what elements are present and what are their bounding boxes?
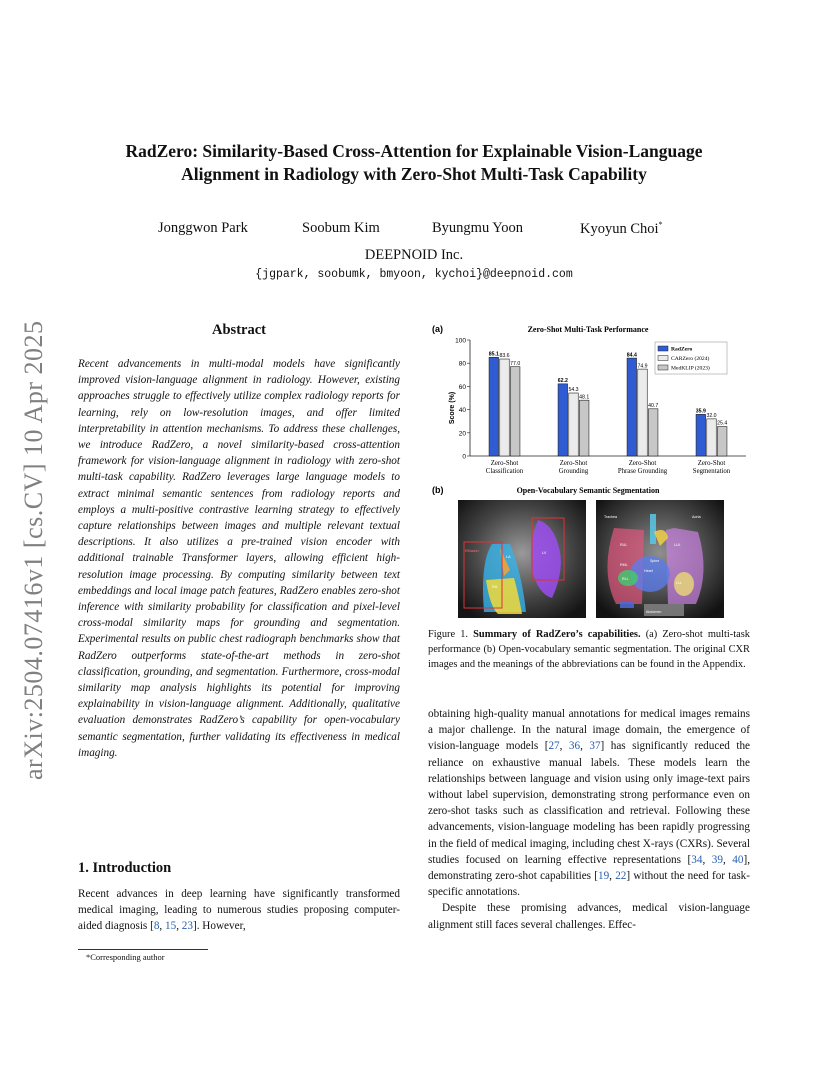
- author-2: Soobum Kim: [302, 220, 380, 236]
- x-tick-label: Zero-Shot: [559, 460, 588, 467]
- seg-label-aorta: Aorta: [692, 515, 701, 519]
- data-label: 77.0: [510, 360, 521, 367]
- affiliation: DEEPNOID Inc.: [364, 247, 464, 263]
- citation-link[interactable]: 39: [711, 853, 723, 866]
- corresponding-mark: *: [658, 220, 663, 229]
- abstract-body: Recent advancements in multi-modal models have significantly improved vision-language alignment in radiology. However, existing approaches struggle to effectively utilize complex radiology reports for learning, rely on low-resolution images, and offer limited interpretability in attention mechanisms. To address these challenges, we introduce RadZero, a novel similarity-based cross-attention framework for vision-language alignment in radiology with zero-shot multi-task capability. RadZero leverages large language models to extract minimal semantic sentences from radiology reports and employs a multi-positive contrastive learning strategy to effectively capture relationships between images and multiple relevant textual descriptions. It also utilizes a pre-trained vision encoder with additional trainable Transformer layers, allowing efficient high-resolution image processing. By computing similarity between text embeddings and local image patch features, RadZero enables zero-shot inference with similarity probability for classification and pixel-level cross-modal similarity maps for grounding and segmentation. Experimental results on public chest radiograph benchmarks show that RadZero outperforms state-of-the-art methods in zero-shot classification, grounding, and segmentation. Furthermore, cross-modal similarity map analysis highlights its potential for improving explainability in vision-language alignment. Additionally, qualitative evaluation demonstrates RadZero’s capability for open-vocabulary semantic segmentation, further validating its effectiveness in medical imaging.: [78, 358, 400, 759]
- bar-radzero: [489, 357, 499, 456]
- data-label: 83.6: [499, 353, 510, 360]
- seg-label-rml: RML: [620, 563, 628, 567]
- y-tick-label: 100: [455, 337, 466, 345]
- citation-link[interactable]: 27: [548, 740, 560, 753]
- intro-continued: [428, 706, 750, 933]
- data-label: 35.9: [695, 408, 706, 415]
- x-tick-label: Zero-Shot: [697, 460, 726, 467]
- x-tick-label: Segmentation: [692, 468, 731, 475]
- bar-medklip-2023-: [510, 367, 520, 456]
- citation-link[interactable]: 15: [165, 920, 177, 933]
- intro-text: Recent advances in deep learning have significantly transformed medical imaging, leading to numerous studies proposing computer-aided diagnosis [: [78, 888, 400, 933]
- footnote-rule: [78, 949, 208, 950]
- data-label: 48.1: [579, 394, 590, 401]
- data-label: 84.4: [626, 352, 637, 359]
- caption-bold: Summary of RadZero’s capabilities.: [473, 629, 641, 640]
- intro-text: ]. However,: [192, 920, 246, 933]
- citation-link[interactable]: 34: [691, 853, 703, 866]
- legend-swatch: [658, 356, 668, 361]
- legend-swatch: [658, 346, 668, 351]
- data-label: 74.9: [637, 363, 648, 370]
- seg-label-lll: LLL: [676, 581, 682, 585]
- citation-link[interactable]: 37: [589, 740, 601, 753]
- bar-carzero-2024-: [569, 393, 579, 456]
- caption-rest: (a) Zero-shot multi-task performance (b) Open-vocabulary semantic segmentation. The original CXR images and the meanings of the abbreviations can be found in the Appendix.: [428, 629, 750, 670]
- data-label: 62.2: [557, 378, 568, 385]
- citation-link[interactable]: 19: [597, 870, 610, 883]
- x-tick-label: Zero-Shot: [628, 460, 657, 467]
- title-line-1: RadZero: Similarity-Based Cross-Attention for Explainable Vision-Language: [125, 141, 703, 161]
- author-4-name: Kyoyun Choi: [580, 220, 659, 237]
- chart-title: Zero-Shot Multi-Task Performance: [527, 325, 649, 334]
- bar-medklip-2023-: [579, 400, 589, 456]
- author-1: Jonggwon Park: [158, 220, 248, 236]
- seg-label-lv: LV: [542, 551, 547, 555]
- bar-carzero-2024-: [500, 359, 510, 456]
- seg-label-ra: RA: [492, 585, 498, 589]
- seg-label-rll: RLL: [622, 577, 629, 581]
- figure-1: [430, 322, 752, 624]
- seg-label-effusion: Effusion: [465, 549, 479, 553]
- legend-entry: MedKLIP (2023): [671, 365, 710, 372]
- abstract-heading: Abstract: [212, 322, 266, 338]
- x-tick-label: Classification: [485, 468, 524, 475]
- x-tick-label: Phrase Grounding: [617, 468, 668, 475]
- bar-medklip-2023-: [648, 409, 658, 456]
- citation-link[interactable]: 22: [615, 870, 627, 883]
- body-text: ] without the need for task-specific annotations.: [428, 870, 750, 899]
- cite-sep: ,: [702, 853, 712, 866]
- seg-label-heart: Heart: [644, 569, 653, 573]
- y-axis-label: Score (%): [449, 391, 456, 425]
- body-text: ], demonstrating zero-shot capabilities [: [428, 853, 751, 883]
- seg-label-lul: LUL: [674, 543, 681, 547]
- bar-carzero-2024-: [707, 419, 717, 456]
- figure-caption: [428, 627, 750, 672]
- cite-sep: ,: [559, 740, 569, 753]
- bar-radzero: [627, 358, 637, 456]
- body-text: ] has significantly reduced the reliance on exhaustive manual labels. These models learn the relationships between language and vision using only image-text pairs without label supervision, demonstrating strong performance even on zero-shot tasks such as classification and retrieval. Following these advancements, vision-language modeling has been rapidly progressing in the field of medical imaging, including chest X-rays (CXRs). Several studies focused on learning effective representations [: [428, 740, 751, 866]
- cite-sep: ,: [722, 853, 733, 866]
- xray-effusion-segmentation: [458, 500, 586, 618]
- x-tick-label: Grounding: [558, 468, 589, 475]
- y-tick-label: 60: [458, 383, 466, 391]
- right-paragraph-2: Despite these promising advances, medical vision-language alignment still faces several challenges. Effec-: [428, 902, 750, 931]
- citation-link[interactable]: 23: [181, 920, 193, 933]
- data-label: 85.1: [488, 351, 499, 358]
- right-paragraph-1: [428, 706, 750, 900]
- y-tick-label: 0: [462, 453, 466, 461]
- legend-entry: RadZero: [671, 346, 693, 353]
- bar-chart: [455, 338, 746, 476]
- author-3: Byungmu Yoon: [432, 220, 524, 236]
- footnote: *Corresponding author: [86, 952, 165, 962]
- legend-entry: CARZero (2024): [671, 356, 710, 363]
- cite-sep: ,: [580, 740, 590, 753]
- data-label: 54.3: [568, 387, 579, 394]
- x-tick-label: Zero-Shot: [490, 460, 519, 467]
- bar-radzero: [558, 384, 568, 456]
- arxiv-side-stamp: arXiv:2504.07416v1 [cs.CV] 10 Apr 2025: [19, 320, 48, 780]
- author-4: [580, 220, 663, 238]
- intro-paragraph: [78, 886, 400, 935]
- seg-label-la: LA: [506, 555, 511, 559]
- cite-sep: ,: [176, 920, 182, 933]
- seg-label-abdomen: Abdomen: [646, 610, 662, 614]
- cite-sep: ,: [159, 920, 165, 933]
- panel-a-label: (a): [432, 324, 443, 334]
- seg-label-trachea: Trachea: [604, 515, 618, 519]
- intro-heading: 1. Introduction: [78, 860, 172, 876]
- seg-label-rul: RUL: [620, 543, 628, 547]
- y-tick-label: 20: [458, 430, 466, 438]
- title-line-2: Alignment in Radiology with Zero-Shot Multi-Task Capability: [181, 164, 647, 184]
- citation-link[interactable]: 8: [153, 920, 160, 933]
- body-text: obtaining high-quality manual annotations for medical images remains a major challenge. In the natural image domain, the emergence of vision-language models [: [428, 708, 750, 753]
- cite-sep: ,: [609, 870, 616, 883]
- bar-radzero: [696, 414, 706, 456]
- bar-carzero-2024-: [638, 369, 648, 456]
- caption-prefix: Figure 1.: [428, 629, 469, 640]
- segmentation-title: Open-Vocabulary Semantic Segmentation: [516, 486, 660, 495]
- citation-link[interactable]: 36: [568, 740, 581, 753]
- paper-title: [60, 140, 768, 186]
- author-emails: {jgpark, soobumk, bmyoon, kychoi}@deepnoid.com: [255, 268, 573, 281]
- data-label: 40.7: [648, 402, 659, 409]
- y-tick-label: 40: [458, 407, 466, 415]
- panel-b-label: (b): [432, 485, 444, 495]
- bar-medklip-2023-: [717, 427, 727, 456]
- data-label: 32.0: [706, 413, 717, 420]
- citation-link[interactable]: 40: [732, 853, 744, 866]
- y-tick-label: 80: [458, 360, 466, 368]
- legend-swatch: [658, 365, 668, 370]
- data-label: 25.4: [717, 420, 728, 427]
- seg-label-spine: Spine: [650, 559, 660, 563]
